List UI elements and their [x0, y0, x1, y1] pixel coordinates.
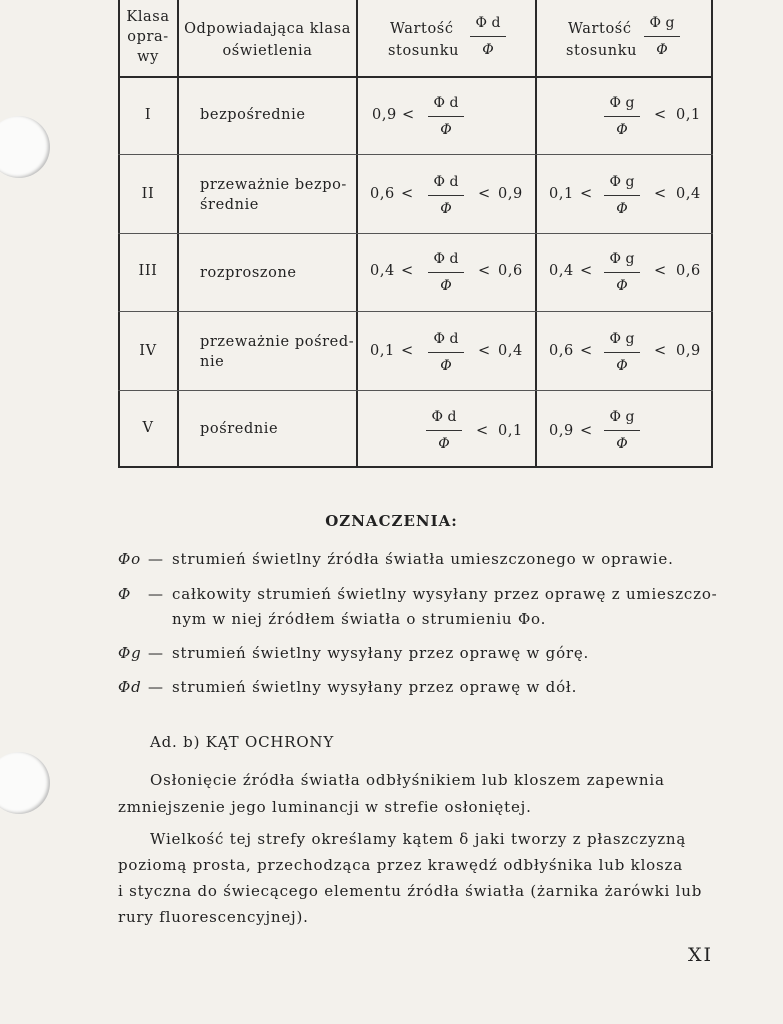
row-2-d-right: 0,9	[498, 186, 523, 202]
row-3-d-fraction: $\frac{\text{Φ d}}{\Phi}$	[416, 252, 476, 293]
row-4-opis-line1: przeważnie pośred-	[200, 334, 355, 350]
page-number: XI	[687, 944, 713, 966]
row-3-g-fraction: $\frac{\text{Φ g}}{\Phi}$	[592, 252, 652, 293]
row-2-klasa: II	[141, 186, 155, 202]
header-klasa-line2: opra-	[127, 29, 169, 45]
row-2-opis-line2: średnie	[200, 197, 259, 213]
row-5-g-left: 0,9	[549, 423, 574, 439]
row-3-g-op2: <	[654, 263, 667, 279]
row-4-d-op2: <	[478, 343, 491, 359]
header-wartosc-d: Wartość	[390, 21, 454, 37]
row-5-klasa: V	[142, 420, 154, 436]
header-klasa-line1: Klasa	[126, 9, 170, 25]
row-1-klasa: I	[144, 107, 152, 123]
row-4-g-fraction: $\frac{\text{Φ g}}{\Phi}$	[592, 332, 652, 373]
header-klasa-line3: wy	[137, 49, 159, 65]
header-odpowiadajaca-line1: Odpowiadająca klasa	[184, 21, 351, 37]
header-stosunku-d: stosunku	[388, 43, 460, 59]
document-page: Klasa opra- wy Odpowiadająca klasa oświetlenia Wartość stosunku $\frac{\text{Φ d}}{\Phi}$ Wartość stosunku $\frac{\text{Φ g}}{\Phi}$ I bezpośrednie 0,9 < $\frac{\text{Φ d}}{\Phi}$ $\frac{\text{Φ g}}{\Phi}$ < 0,1 II przeważnie bezpo- średnie 0,6 < $\frac{\text{Φ d}}{\Phi}$ < 0,9 0,1 < $\frac{\text{Φ g}}{\Phi}$ < 0,4 III rozproszone 0,4 < $\frac{\text{Φ d}}{\Phi}$ < 0,6 0,4 < $\frac{\text{Φ g}}{\Phi}$ < 0,6 IV przeważnie pośred- nie 0,1 < $\frac{\text{Φ d}}{\Phi}$ < 0,4 0,6 < $\frac{\text{Φ g}}{\Phi}$ < 0,9 V pośrednie $\frac{\text{Φ d}}{\Phi}$ < 0,1 0,9 < $\frac{\text{Φ g}}{\Phi}$ OZNACZENIA: Φo — strumień świetlny źródła światła umieszczonego w oprawie. Φ — całkowity strumień świetlny wysyłany przez oprawę z umieszczo- nym w niej źródłem światła o strumieniu Φo. Φg — strumień świetlny wysyłany przez oprawę w górę. Φd — strumień świetlny wysyłany przez oprawę w dół. Ad. b) KĄT OCHRONY Osłonięcie źródła światła odbłyśnikiem lub kloszem zapewnia zmniejszenie jego luminancji w strefie osłoniętej. Wielkość tej strefy określamy kątem δ jaki tworzy z płaszczyzną poziomą prosta, przechodząca przez krawędź odbłyśnika lub klosza i styczna do świecącego elementu źródła światła (żarnika żarówki lub rury fluorescencyjnej). XI	[0, 0, 783, 1024]
row-3-opis: rozproszone	[200, 265, 297, 281]
row-3-g-right: 0,6	[676, 263, 701, 279]
paragraph-2-line-2: poziomą prosta, przechodząca przez krawędź odbłyśnika lub klosza	[118, 856, 683, 874]
row-3-g-left: 0,4	[549, 263, 574, 279]
row-1-g-right: 0,1	[676, 107, 701, 123]
legend-heading: OZNACZENIA:	[325, 512, 458, 530]
binder-hole-bottom	[0, 752, 50, 814]
row-2-d-fraction: $\frac{\text{Φ d}}{\Phi}$	[416, 175, 476, 216]
row-2-d-op1: <	[401, 186, 414, 202]
section-title: Ad. b) KĄT OCHRONY	[150, 733, 335, 751]
row-1-d-fraction: $\frac{\text{Φ d}}{\Phi}$	[416, 96, 476, 137]
row-3-d-op2: <	[478, 263, 491, 279]
row-4-g-left: 0,6	[549, 343, 574, 359]
row-5-d-op2: <	[476, 423, 489, 439]
row-3-g-op1: <	[580, 263, 593, 279]
paragraph-2-line-4: rury fluorescencyjnej).	[118, 908, 309, 926]
header-odpowiadajaca-line2: oświetlenia	[222, 43, 313, 59]
row-4-opis-line2: nie	[200, 354, 225, 370]
row-4-d-fraction: $\frac{\text{Φ d}}{\Phi}$	[416, 332, 476, 373]
row-3-d-right: 0,6	[498, 263, 523, 279]
row-2-g-right: 0,4	[676, 186, 701, 202]
row-1-opis: bezpośrednie	[200, 107, 306, 123]
row-2-g-fraction: $\frac{\text{Φ g}}{\Phi}$	[592, 175, 652, 216]
row-4-klasa: IV	[139, 343, 157, 359]
row-4-d-left: 0,1	[370, 343, 395, 359]
row-5-d-fraction: $\frac{\text{Φ d}}{\Phi}$	[414, 410, 474, 451]
row-2-d-left: 0,6	[370, 186, 395, 202]
row-2-g-left: 0,1	[549, 186, 574, 202]
row-4-d-op1: <	[401, 343, 414, 359]
row-2-g-op2: <	[654, 186, 667, 202]
row-5-opis: pośrednie	[200, 421, 279, 437]
paragraph-1-line-2: zmniejszenie jego luminancji w strefie osłoniętej.	[118, 798, 532, 816]
header-wartosc-g: Wartość	[568, 21, 632, 37]
paragraph-1-line-1: Osłonięcie źródła światła odbłyśnikiem lub kloszem zapewnia	[150, 771, 665, 789]
row-3-d-left: 0,4	[370, 263, 395, 279]
row-1-d-left: 0,9	[372, 107, 397, 123]
binder-hole-top	[0, 116, 50, 178]
row-2-d-op2: <	[478, 186, 491, 202]
row-4-g-op1: <	[580, 343, 593, 359]
row-1-g-fraction: $\frac{\text{Φ g}}{\Phi}$	[592, 96, 652, 137]
row-5-g-fraction: $\frac{\text{Φ g}}{\Phi}$	[592, 410, 652, 451]
row-3-d-op1: <	[401, 263, 414, 279]
paragraph-2-line-1: Wielkość tej strefy określamy kątem δ jaki tworzy z płaszczyzną	[150, 830, 687, 848]
row-4-d-right: 0,4	[498, 343, 523, 359]
row-2-opis-line1: przeważnie bezpo-	[200, 177, 347, 193]
row-3-klasa: III	[138, 263, 158, 279]
row-1-d-op1: <	[402, 107, 415, 123]
row-2-g-op1: <	[580, 186, 593, 202]
header-fraction-g: $\frac{\text{Φ g}}{\Phi}$	[632, 16, 692, 57]
row-5-d-right: 0,1	[498, 423, 523, 439]
row-1-g-op2: <	[654, 107, 667, 123]
header-fraction-d: $\frac{\text{Φ d}}{\Phi}$	[458, 16, 518, 57]
header-stosunku-g: stosunku	[566, 43, 638, 59]
row-4-g-op2: <	[654, 343, 667, 359]
row-4-g-right: 0,9	[676, 343, 701, 359]
paragraph-2-line-3: i styczna do świecącego elementu źródła światła (żarnika żarówki lub	[118, 882, 703, 900]
row-5-g-op1: <	[580, 423, 593, 439]
